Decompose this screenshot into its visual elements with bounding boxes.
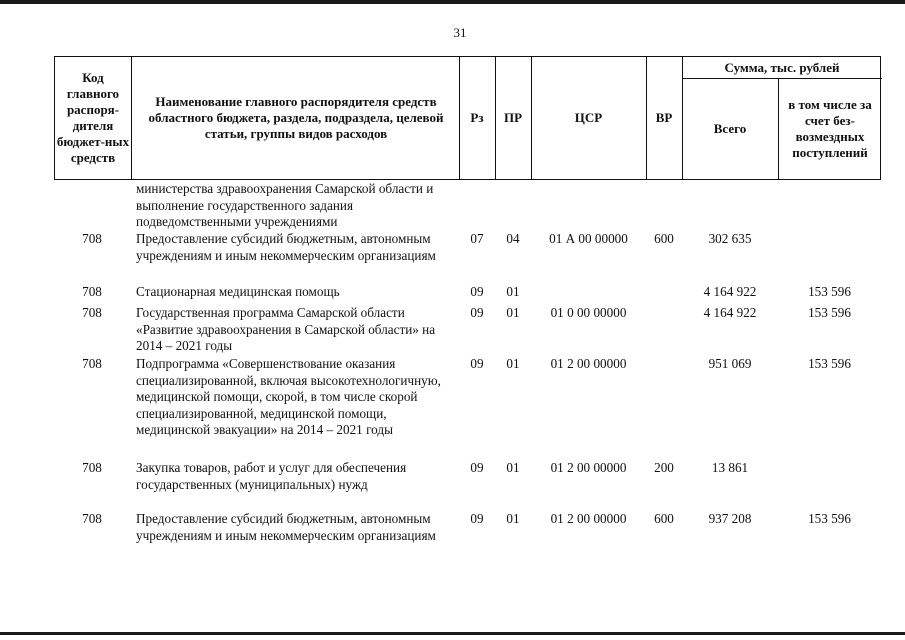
table-header <box>54 56 881 180</box>
row-pr: 01 <box>506 356 520 371</box>
header-vr: ВР <box>655 110 673 125</box>
row-total: 13 861 <box>711 460 749 475</box>
row-pr: 01 <box>506 460 520 475</box>
row-free: 153 596 <box>808 356 851 371</box>
row-free: 153 596 <box>808 305 851 320</box>
row-free: 153 596 <box>808 284 851 299</box>
row-total: 4 164 922 <box>703 305 757 320</box>
row-total: 951 069 <box>708 356 752 371</box>
row-name: Закупка товаров, работ и услуг для обеспечения государственных (муниципальных) нужд <box>136 460 407 492</box>
continuation-text: министерства здравоохранения Самарской области и выполнение государственного задания подведомственными учреждениями <box>136 181 434 229</box>
row-pr: 01 <box>506 305 520 320</box>
bottom-edge-line <box>0 632 905 635</box>
row-csr: 01 А 00 00000 <box>549 231 628 246</box>
header-pr: ПР <box>503 110 523 125</box>
row-kod: 708 <box>82 460 102 475</box>
header-sum: Сумма, тыс. рублей <box>724 59 840 75</box>
row-rz: 09 <box>470 511 484 526</box>
header-csr: ЦСР <box>574 110 603 125</box>
row-pr: 01 <box>506 284 520 299</box>
row-rz: 09 <box>470 305 484 320</box>
row-pr: 01 <box>506 511 520 526</box>
header-name: Наименование главного распорядителя средств областного бюджета, раздела, подраздела, целевой статьи, группы видов расходов <box>148 94 444 141</box>
row-name: Предоставление субсидий бюджетным, автономным учреждениям и иным некоммерческим организациям <box>136 231 436 263</box>
row-kod: 708 <box>82 356 102 371</box>
row-total: 302 635 <box>708 231 752 246</box>
row-free: 153 596 <box>808 511 851 526</box>
row-pr: 04 <box>506 231 520 246</box>
page-number: 31 <box>453 25 467 40</box>
header-kod: Код главного распоря-дителя бюджет-ных средств <box>56 70 130 165</box>
row-name: Подпрограмма «Совершенствование оказания специализированной, включая высокотехнологичную, медицинской помощи, скорой, в том числе скорой специализированной, медицинской помощи, медицинской эвакуации» на 2014 – 2021 годы <box>136 356 441 437</box>
row-rz: 07 <box>470 231 484 246</box>
header-free: в том числе за счет без-возмездных поступлений <box>788 96 872 160</box>
row-csr: 01 2 00 00000 <box>550 356 627 371</box>
header-total: Всего <box>713 120 747 136</box>
row-kod: 708 <box>82 305 102 320</box>
row-name: Предоставление субсидий бюджетным, автономным учреждениям и иным некоммерческим организациям <box>136 511 436 543</box>
top-edge-line <box>0 0 905 4</box>
row-vr: 600 <box>654 231 674 246</box>
header-rz: Рз <box>470 110 484 125</box>
row-vr: 600 <box>654 511 674 526</box>
row-csr: 01 2 00 00000 <box>550 460 627 475</box>
row-vr: 200 <box>654 460 674 475</box>
row-rz: 09 <box>470 284 484 299</box>
row-total: 937 208 <box>708 511 752 526</box>
row-csr: 01 2 00 00000 <box>550 511 627 526</box>
row-kod: 708 <box>82 231 102 246</box>
row-total: 4 164 922 <box>703 284 757 299</box>
row-name: Государственная программа Самарской области «Развитие здравоохранения в Самарской области» на 2014 – 2021 годы <box>136 305 436 353</box>
row-name: Стационарная медицинская помощь <box>136 284 340 299</box>
row-rz: 09 <box>470 460 484 475</box>
row-rz: 09 <box>470 356 484 371</box>
row-kod: 708 <box>82 284 102 299</box>
row-csr: 01 0 00 00000 <box>550 305 627 320</box>
row-kod: 708 <box>82 511 102 526</box>
